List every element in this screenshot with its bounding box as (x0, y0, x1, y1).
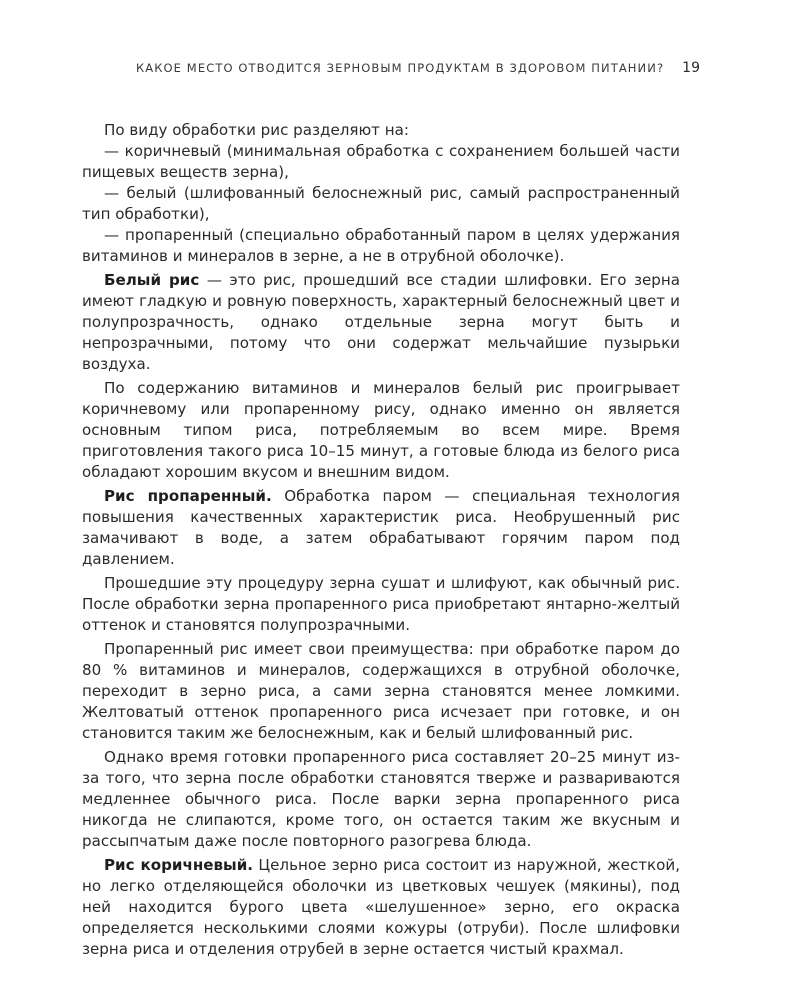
lead-white-rice: Белый рис (104, 271, 200, 289)
paragraph-white-rice-text: — это рис, прошедший все стадии шлифовки. Его зерна имеют гладкую и ровную поверхность, характерный белоснежный цвет и полупрозрачность, однако отдельные зерна могут быть и непрозрачными, потому что они содержат мельчайшие пузырьки воздуха. (82, 271, 680, 373)
paragraph-parboiled-processing: Прошедшие эту процедуру зерна сушат и шлифуют, как обычный рис. После обработки зерна пропаренного риса приобретают янтарно-желтый оттенок и становятся полупрозрачными. (82, 574, 680, 634)
paragraph-list-white: — белый (шлифованный белоснежный рис, самый распространенный тип обработки), (82, 184, 680, 223)
body-text (82, 120, 680, 960)
running-title: КАКОЕ МЕСТО ОТВОДИТСЯ ЗЕРНОВЫМ ПРОДУКТАМ В ЗДОРОВОМ ПИТАНИИ? (136, 61, 665, 75)
paragraph-intro: По виду обработки рис разделяют на: (104, 121, 409, 139)
paragraph-white-rice (82, 270, 680, 375)
paragraph-parboiled-rice (82, 486, 680, 570)
lead-parboiled-rice: Рис пропаренный. (104, 487, 272, 505)
paragraph-parboiled-advantages: Пропаренный рис имеет свои преимущества: при обработке паром до 80 % витаминов и минералов, содержащихся в отрубной оболочке, переходит в зерно риса, а сами зерна становятся менее ломкими. Желтоватый оттенок пропаренного риса исчезает при готовке, и он становится таким же белоснежным, как и белый шлифованный рис. (82, 640, 680, 742)
paragraph-white-rice-nutrition: По содержанию витаминов и минералов белый рис проигрывает коричневому или пропаренному рису, однако именно он является основным типом риса, потребляемым во всем мире. Время приготовления такого риса 10–15 минут, а готовые блюда из белого риса обладают хорошим вкусом и внешним видом. (82, 379, 680, 481)
lead-brown-rice: Рис коричневый. (104, 856, 253, 874)
paragraph-parboiled-cooking: Однако время готовки пропаренного риса составляет 20–25 минут из-за того, что зерна после обработки становятся тверже и развариваются медленнее обычного риса. После варки зерна пропаренного риса никогда не слипаются, кроме того, он остается таким же вкусным и рассыпчатым даже после повторного разогрева блюда. (82, 748, 680, 850)
running-header (120, 60, 700, 76)
paragraph-list-parboiled: — пропаренный (специально обработанный паром в целях удержания витаминов и минералов в зерне, а не в отрубной оболочке). (82, 226, 680, 265)
paragraph-brown-rice-text: Цельное зерно риса состоит из наружной, жесткой, но легко отделяющейся оболочки из цветковых чешуек (мякины), под ней находится бурого цвета «шелушенное» зерно, его окраска определяется несколькими слоями кожуры (отруби). После шлифовки зерна риса и отделения отрубей в зерне остается чистый крахмал. (82, 856, 680, 958)
paragraph-list-brown: — коричневый (минимальная обработка с сохранением большей части пищевых веществ зерна), (82, 142, 680, 181)
page-number: 19 (682, 60, 700, 76)
paragraph-brown-rice (82, 855, 680, 960)
paragraph-parboiled-rice-text: Обработка паром — специальная технология повышения качественных характеристик риса. Необрушенный рис замачивают в воде, а затем обрабатывают горячим паром под давлением. (82, 487, 680, 568)
